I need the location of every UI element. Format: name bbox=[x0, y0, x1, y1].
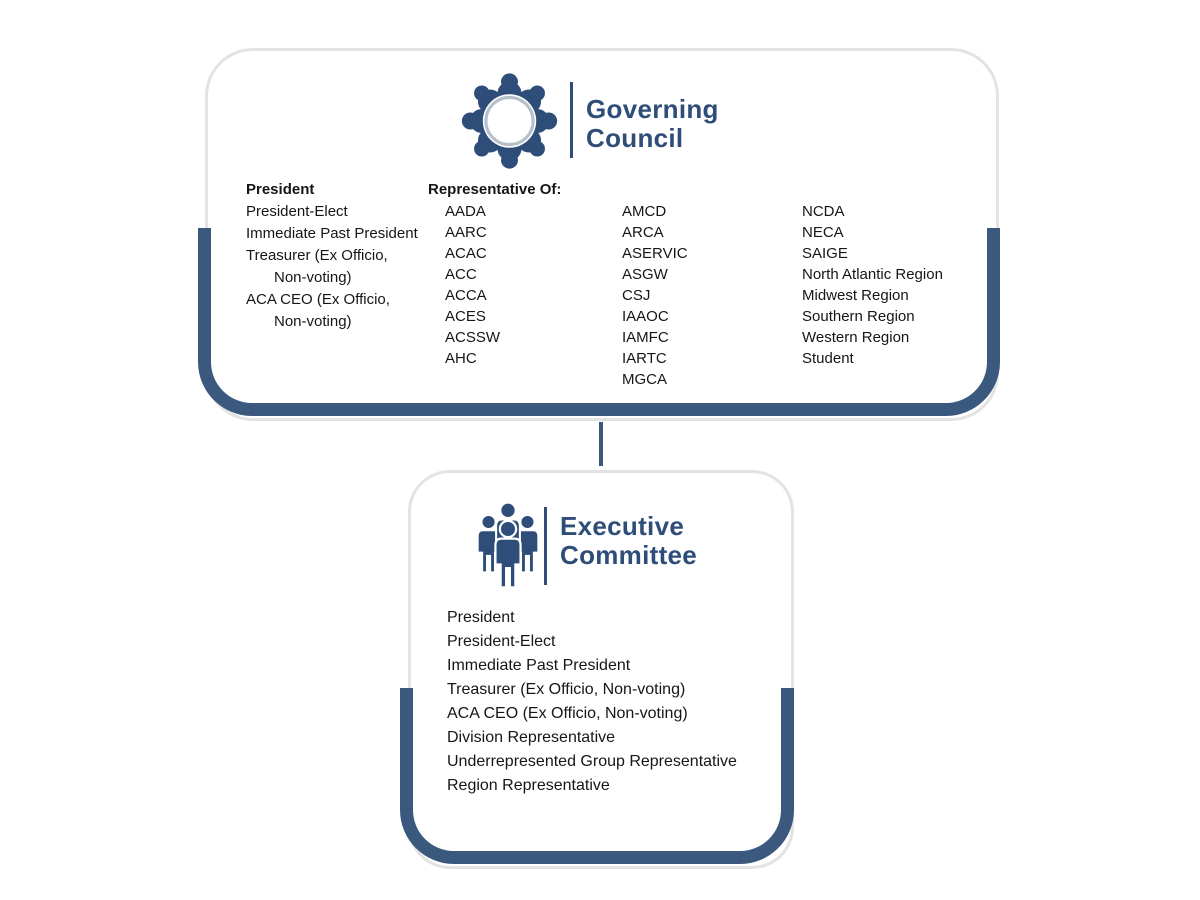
officers-list bbox=[246, 179, 418, 333]
representative-item: AADA bbox=[445, 203, 486, 220]
member-item: President bbox=[447, 609, 515, 626]
member-item: Treasurer (Ex Officio, Non-voting) bbox=[447, 681, 686, 698]
representative-item: NECA bbox=[802, 224, 844, 241]
officer-item: Treasurer (Ex Officio, Non-voting) bbox=[246, 247, 388, 286]
officer-item: President-Elect bbox=[246, 203, 348, 220]
member-item: Underrepresented Group Representative bbox=[447, 753, 737, 770]
representative-item: North Atlantic Region bbox=[802, 266, 943, 283]
officer-item: Immediate Past President bbox=[246, 225, 418, 242]
officer-item: President bbox=[246, 181, 315, 198]
representative-column-3 bbox=[802, 201, 943, 369]
representative-item: MGCA bbox=[622, 371, 667, 388]
member-item: President-Elect bbox=[447, 633, 556, 650]
representative-item: ACC bbox=[445, 266, 477, 283]
representative-item: IAMFC bbox=[622, 329, 669, 346]
governing-header-divider bbox=[570, 82, 573, 158]
representative-item: IAAOC bbox=[622, 308, 669, 325]
representative-item: ARCA bbox=[622, 224, 664, 241]
representative-of-header: Representative Of: bbox=[428, 181, 562, 198]
executive-title-line2: Committee bbox=[560, 540, 698, 570]
representative-item: Student bbox=[802, 350, 854, 367]
representative-item: ACCA bbox=[445, 287, 487, 304]
representative-item: Midwest Region bbox=[802, 287, 909, 304]
executive-committee-title bbox=[560, 512, 697, 570]
representative-item: Southern Region bbox=[802, 308, 915, 325]
member-item: Division Representative bbox=[447, 729, 616, 746]
governing-council-title bbox=[586, 95, 719, 153]
round-table-icon bbox=[459, 72, 560, 170]
representative-item: AMCD bbox=[622, 203, 667, 220]
box-connector-line bbox=[599, 422, 603, 466]
member-item: ACA CEO (Ex Officio, Non-voting) bbox=[447, 705, 688, 722]
representative-item: ACES bbox=[445, 308, 486, 325]
governing-title-line1: Governing bbox=[586, 94, 719, 124]
member-item: Immediate Past President bbox=[447, 657, 631, 674]
representative-item: CSJ bbox=[622, 287, 651, 304]
representative-item: ASERVIC bbox=[622, 245, 688, 262]
executive-members-list bbox=[447, 606, 782, 798]
representative-item: AARC bbox=[445, 224, 487, 241]
executive-header-divider bbox=[544, 507, 547, 585]
representative-item: NCDA bbox=[802, 203, 845, 220]
governing-title-line2: Council bbox=[586, 123, 684, 153]
member-item: Region Representative bbox=[447, 777, 610, 794]
representative-item: AHC bbox=[445, 350, 477, 367]
representative-item: SAIGE bbox=[802, 245, 848, 262]
executive-title-line1: Executive bbox=[560, 511, 685, 541]
representative-item: ASGW bbox=[622, 266, 668, 283]
people-group-icon bbox=[473, 497, 543, 589]
representative-item: IARTC bbox=[622, 350, 667, 367]
representative-item: ACAC bbox=[445, 245, 487, 262]
representative-column-1 bbox=[445, 201, 500, 369]
officer-item: ACA CEO (Ex Officio, Non-voting) bbox=[246, 291, 390, 330]
representative-item: ACSSW bbox=[445, 329, 501, 346]
representative-item: Western Region bbox=[802, 329, 910, 346]
representative-column-2 bbox=[622, 201, 688, 390]
